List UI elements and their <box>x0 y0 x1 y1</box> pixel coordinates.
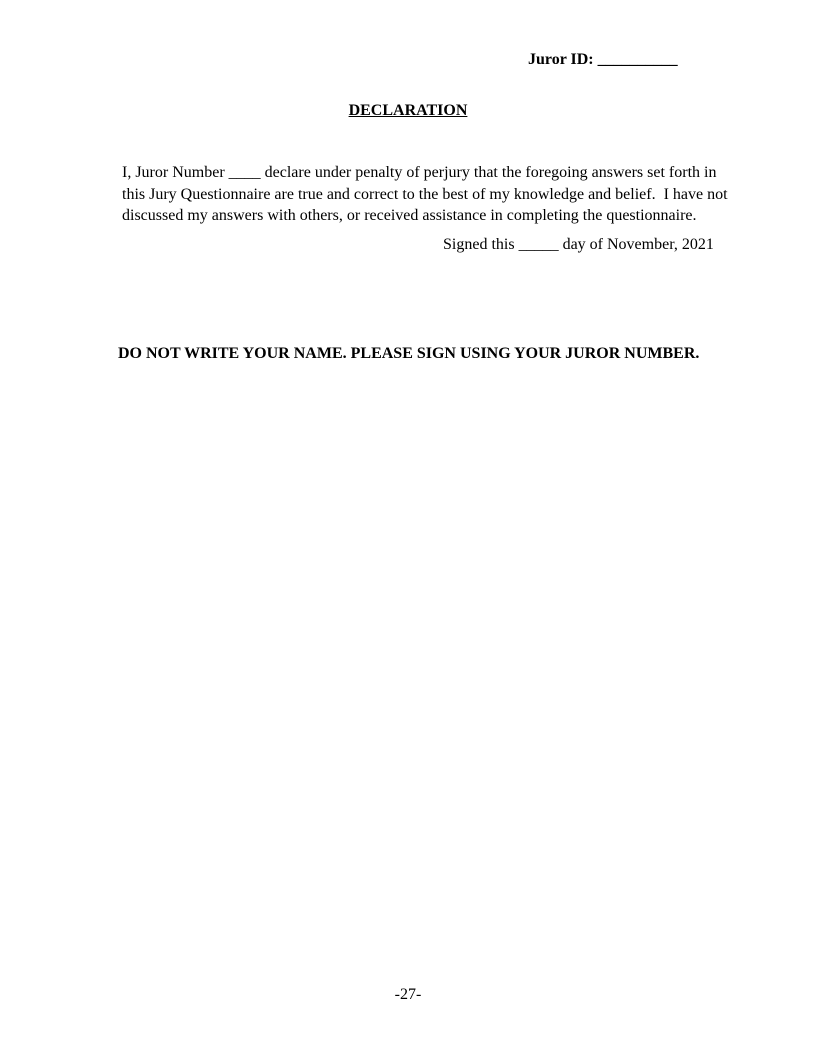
declaration-paragraph-line: I, Juror Number ____ declare under penalty of perjury that the foregoing answers set forth in <box>122 164 717 181</box>
signing-instruction: DO NOT WRITE YOUR NAME. PLEASE SIGN USING YOUR JUROR NUMBER. <box>118 345 700 362</box>
page-number: -27- <box>394 986 422 1003</box>
declaration-paragraph-line: this Jury Questionnaire are true and correct to the best of my knowledge and belief. I have not <box>122 185 728 203</box>
juror-id-blank: Juror ID: __________ <box>528 51 678 68</box>
declaration-paragraph <box>122 162 732 227</box>
page-title: DECLARATION <box>348 102 468 119</box>
signed-date-blank: Signed this _____ day of November, 2021 <box>443 236 714 253</box>
declaration-paragraph-line: discussed my answers with others, or received assistance in completing the questionnaire. <box>122 207 697 224</box>
